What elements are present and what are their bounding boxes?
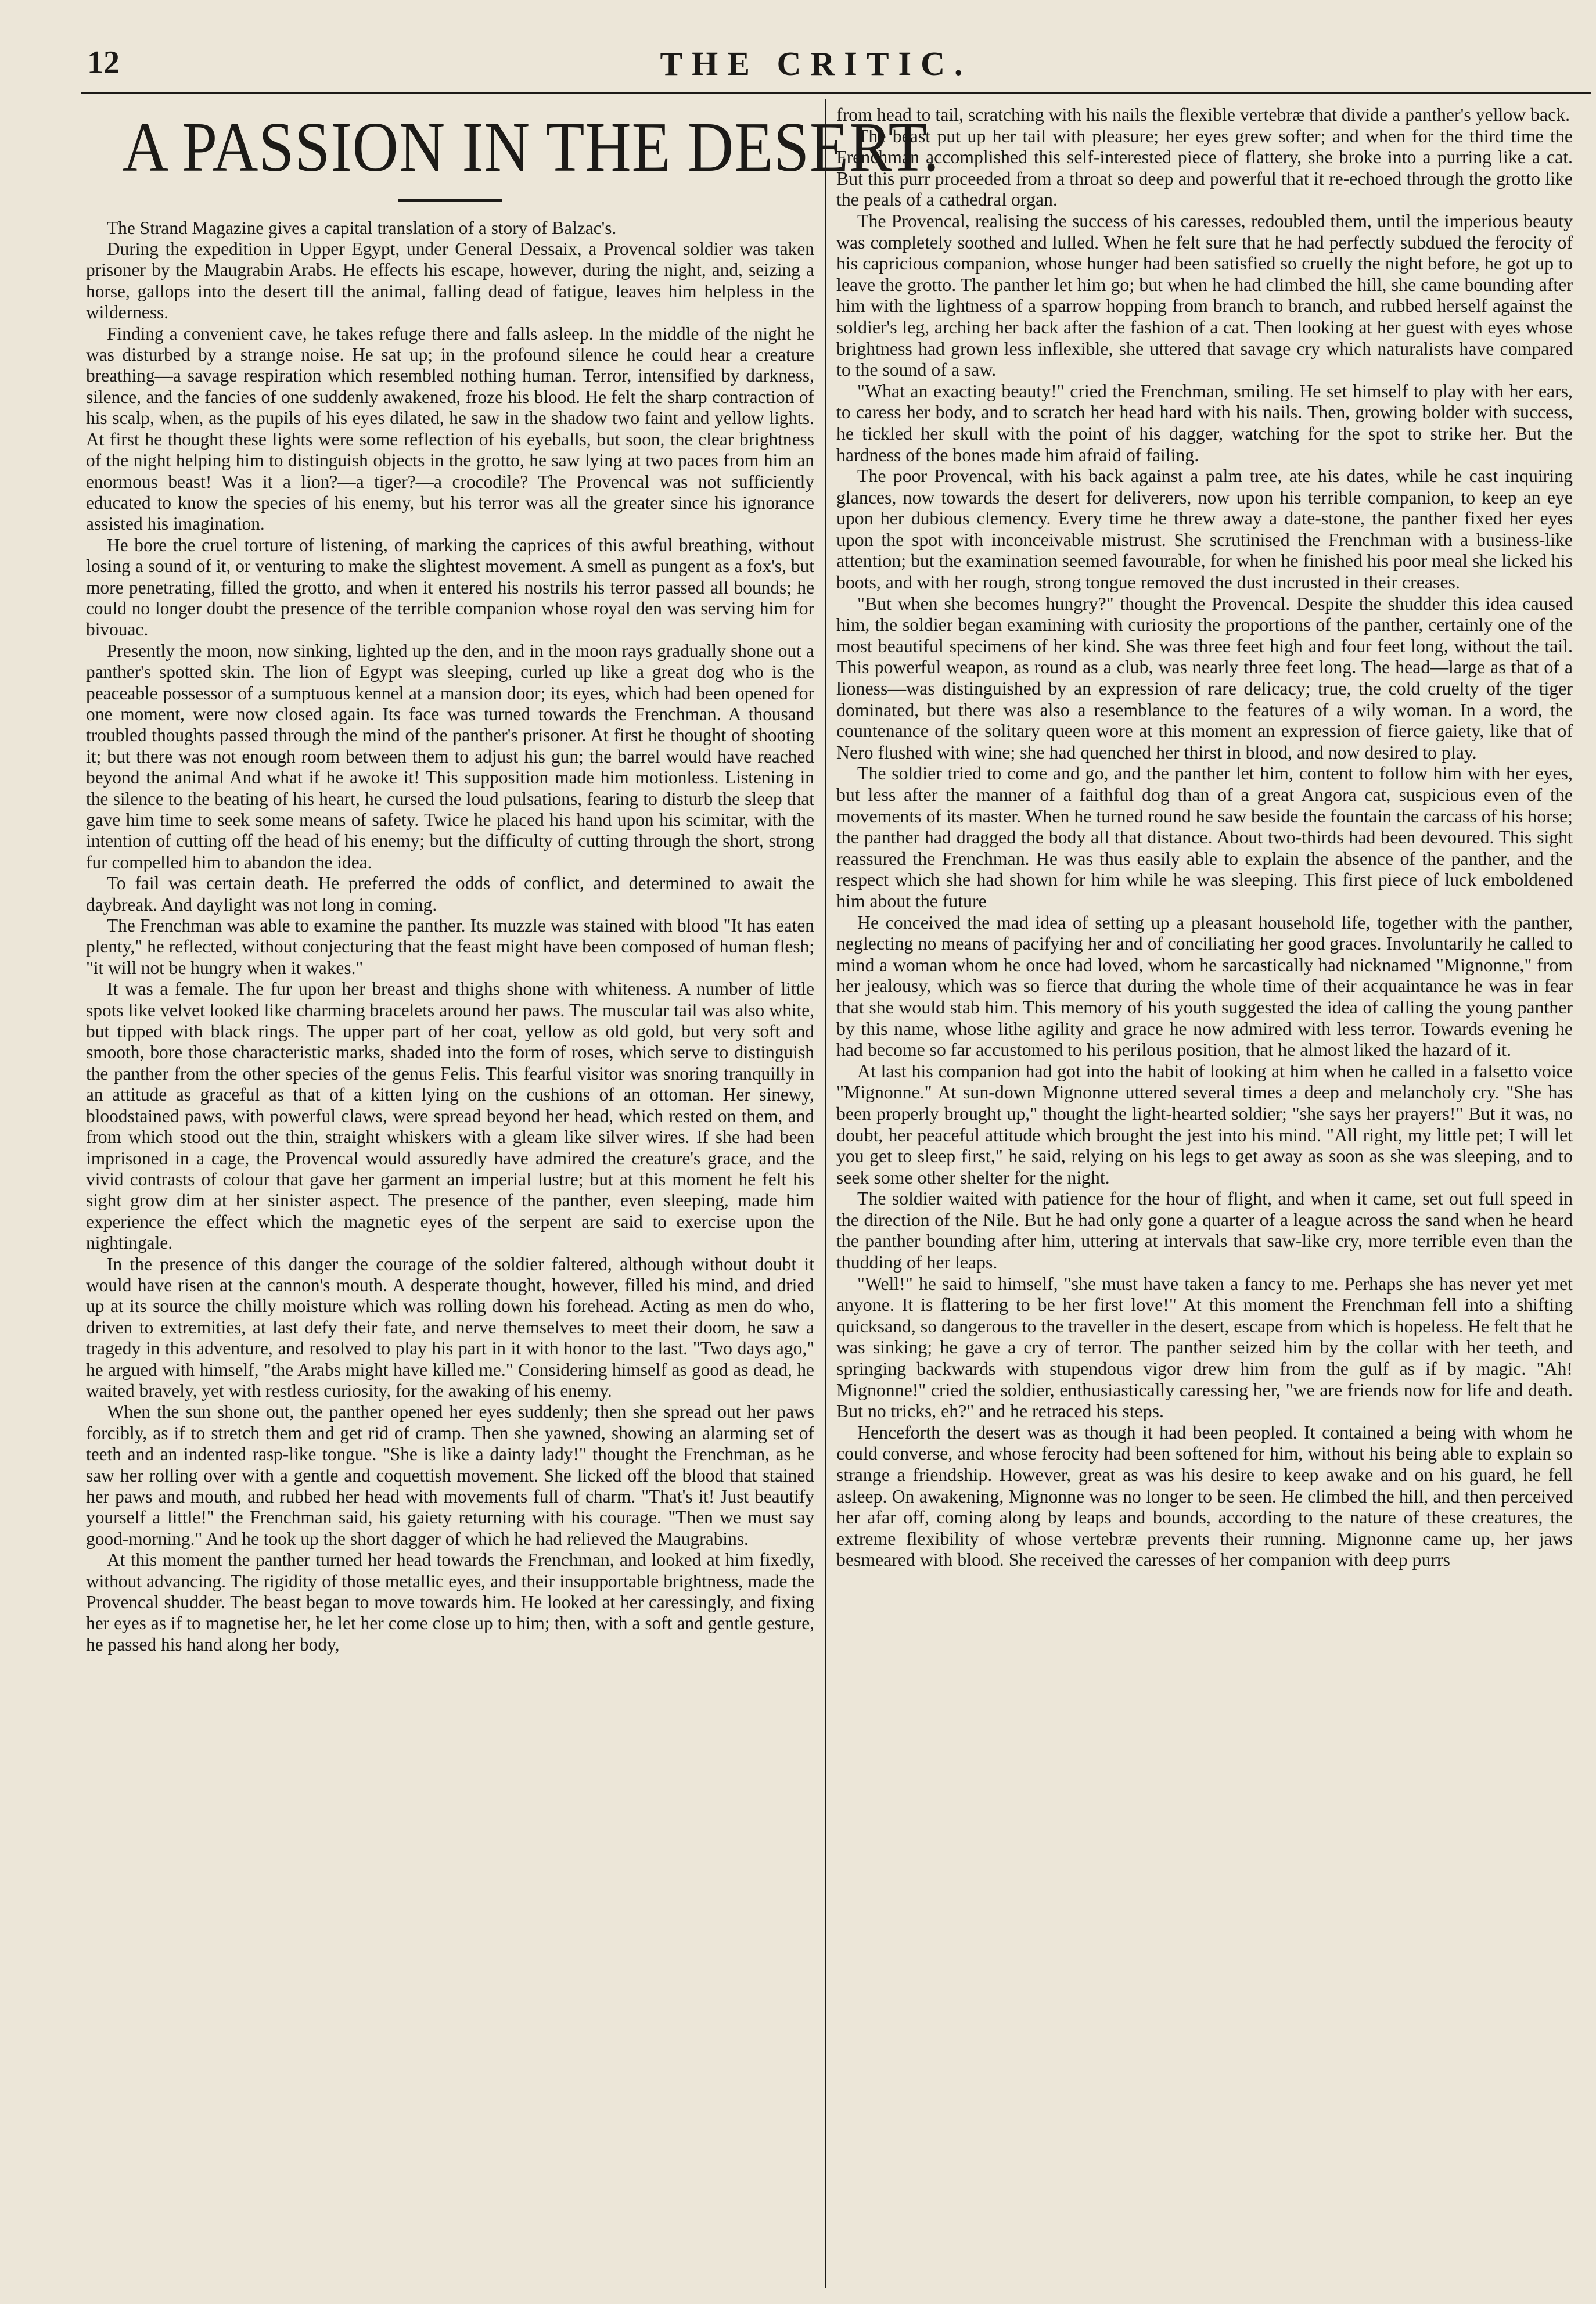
publication-masthead: THE CRITIC. <box>660 45 972 82</box>
page-header <box>58 44 1574 89</box>
article-paragraph: He conceived the mad idea of setting up a pleasant household life, together with the panther, neglecting no means of pacifying her and of conciliating her good graces. Involuntarily he called to mind a woman whom he once had loved, whom he sarcastically had nicknamed "Mignonne," from her jealousy, which was so fierce that during the whole time of their acquaintance he was in fear that she would stab him. This memory of his youth suggested the idea of calling the young panther by this name, whose lithe agility and grace he now admired with less terror. Towards evening he had become so far accustomed to his perilous position, that he almost liked the hazard of it. <box>836 912 1573 1061</box>
article-paragraph: When the sun shone out, the panther opened her eyes suddenly; then she spread out her paws forcibly, as if to stretch them and get rid of cramp. Then she yawned, showing an alarming set of teeth and an indented rasp-like tongue. "She is like a dainty lady!" thought the Frenchman, as he saw her rolling over with a gentle and coquettish movement. She licked off the blood that stained her paws and mouth, and rubbed her head with movements full of charm. "That's it! Just beautify yourself a little!" the Frenchman said, his gaiety returning with his courage. "Then we must say good-morning." And he took up the short dagger of which he had relieved the Maugrabins. <box>86 1401 814 1549</box>
article-paragraph: Presently the moon, now sinking, lighted up the den, and in the moon rays gradually shone out a panther's spotted skin. The lion of Egypt was sleeping, curled up like a great dog who is the peaceable possessor of a sumptuous kennel at a mansion door; its eyes, which had been opened for one moment, were now closed again. Its face was turned towards the Frenchman. A thousand troubled thoughts passed through the mind of the panther's prisoner. At first he thought of shooting it; but there was not enough room between them to adjust his gun; the barrel would have reached beyond the animal And what if he awoke it! This supposition made him motionless. Listening in the silence to the beating of his heart, he cursed the loud pulsations, fearing to disturb the sleep that gave him time to seek some means of safety. Twice he placed his hand upon his scimitar, with the intention of cutting off the head of his enemy; but the difficulty of cutting through the short, strong fur compelled him to abandon the idea. <box>86 640 814 872</box>
article-paragraph: To fail was certain death. He preferred the odds of conflict, and determined to await the daybreak. And daylight was not long in coming. <box>86 873 814 915</box>
article-paragraph: The soldier tried to come and go, and the panther let him, content to follow him with her eyes, but less after the manner of a faithful dog than of a great Angora cat, suspicious even of the movements of its master. When he turned round he saw beside the fountain the carcass of his horse; the panther had dragged the body all that distance. About two-thirds had been devoured. This sight reassured the Frenchman. He was thus easily able to explain the absence of the panther, and the respect which she had shown for him while he was sleeping. This first piece of luck emboldened him about the future <box>836 763 1573 911</box>
column-divider <box>825 99 826 2288</box>
article-paragraph: It was a female. The fur upon her breast and thighs shone with whiteness. A number of little spots like velvet looked like charming bracelets around her paws. The muscular tail was also white, but tipped with black rings. The upper part of her coat, yellow as old gold, but very soft and smooth, bore those characteristic marks, shaded into the form of roses, which serve to distinguish the panther from the other species of the genus Felis. This fearful visitor was snoring tranquilly in an attitude as graceful as that of a kitten lying on the cushions of an ottoman. Her sinewy, bloodstained paws, with powerful claws, were spread beyond her head, which rested on them, and from which stood out the thin, straight whiskers with a gleam like silver wires. If she had been imprisoned in a cage, the Provencal would assuredly have admired the creature's grace, and the vivid contrasts of colour that gave her garment an imperial lustre; but at this moment he felt his sight grow dim at her sinister aspect. The presence of the panther, even sleeping, made him experience the effect which the magnetic eyes of the serpent are said to exercise upon the nightingale. <box>86 979 814 1253</box>
page-number: 12 <box>87 45 120 81</box>
article-paragraph: During the expedition in Upper Egypt, under General Dessaix, a Provencal soldier was taken prisoner by the Maugrabin Arabs. He effects his escape, however, during the night, and, seizing a horse, gallops into the desert till the animal, falling dead of fatigue, leaves him helpless in the wilderness. <box>86 239 814 323</box>
article-column-left <box>86 105 940 2288</box>
article-paragraph: Henceforth the desert was as though it had been peopled. It contained a being with whom he could converse, and whose ferocity had been softened for him, without his being able to explain so strange a friendship. However, great as was his desire to keep awake and on his guard, he fell asleep. On awakening, Mignonne was no longer to be seen. He climbed the hill, and then perceived her afar off, coming along by leaps and bounds, according to the nature of these creatures, the extreme flexibility of whose vertebræ prevents their running. Mignonne came up, her jaws besmeared with blood. She received the caresses of her companion with deep purrs <box>836 1422 1573 1570</box>
article-paragraph: "What an exacting beauty!" cried the Frenchman, smiling. He set himself to play with her ears, to caress her body, and to scratch her head hard with his nails. Then, growing bolder with success, he tickled her skull with the point of his dagger, watching for the spot to strike her. But the hardness of the bones made him afraid of failing. <box>836 380 1573 465</box>
article-paragraph: At last his companion had got into the habit of looking at him when he called in a falsetto voice "Mignonne." At sun-down Mignonne uttered several times a deep and melancholy cry. "She has been properly brought up," thought the light-hearted soldier; "she says her prayers!" But it was, no doubt, her peaceful attitude which brought the jest into his mind. "All right, my little pet; I will let you get to sleep first," he said, relying on his legs to get away as soon as she was sleeping, and to seek some other shelter for the night. <box>836 1061 1573 1188</box>
article-paragraph: The beast put up her tail with pleasure; her eyes grew softer; and when for the third time the Frenchman accomplished this self-interested piece of flattery, she broke into a purring like a cat. But this purr proceeded from a throat so deep and powerful that it re-echoed through the grotto like the peals of a cathedral organ. <box>836 125 1573 210</box>
article-paragraph: The poor Provencal, with his back against a palm tree, ate his dates, while he cast inquiring glances, now towards the desert for deliverers, now upon his terrible companion, to keep an eye upon her dubious clemency. Every time he threw away a date-stone, the panther fixed her eyes upon the spot with inconceivable mistrust. She scrutinised the Frenchman with a business-like attention; but the examination seemed favourable, for when he finished his poor meal she licked his boots, and with her rough, strong tongue removed the dust incrusted in their creases. <box>836 466 1573 593</box>
title-rule <box>398 199 502 202</box>
article-paragraph: from head to tail, scratching with his nails the flexible vertebræ that divide a panther's yellow back. <box>836 105 1570 125</box>
article-paragraph: "But when she becomes hungry?" thought the Provencal. Despite the shudder this idea caused him, the soldier began examining with curiosity the proportions of the panther, certainly one of the most beautiful specimens of her kind. She was three feet high and four feet long, without the tail. This powerful weapon, as round as a club, was nearly three feet long. The head—large as that of a lioness—was distinguished by an expression of rare delicacy; true, the cold cruelty of the tiger dominated, but there was also a resemblance to the features of a wily woman. In a word, the countenance of the solitary queen wore at this moment an expression of fierce gaiety, like that of Nero flushed with wine; she had quenched her thirst in blood, and now desired to play. <box>836 593 1573 763</box>
article-paragraph: The Frenchman was able to examine the panther. Its muzzle was stained with blood "It has eaten plenty," he reflected, without conjecturing that the feast might have been composed of human flesh; "it will not be hungry when it wakes." <box>86 915 814 978</box>
article-paragraph: The soldier waited with patience for the hour of flight, and when it came, set out full speed in the direction of the Nile. But he had only gone a quarter of a league across the sand when he heard the panther bounding after him, uttering at intervals that saw-like cry, more terrible even than the thudding of her leaps. <box>836 1188 1573 1273</box>
article-paragraph: The Strand Magazine gives a capital translation of a story of Balzac's. <box>107 217 617 238</box>
article-paragraph: In the presence of this danger the courage of the soldier faltered, although without doubt it would have risen at the cannon's mouth. A desperate thought, however, filled his mind, and dried up at its source the chilly moisture which was rolling down his forehead. Acting as men do who, driven to extremities, at last defy their fate, and nerve themselves to meet their doom, he saw a tragedy in this adventure, and resolved to play his part in it with honor to the last. "Two days ago," he argued with himself, "the Arabs might have killed me." Considering himself as good as dead, he waited bravely, yet with restless curiosity, for the awaking of his enemy. <box>86 1253 814 1401</box>
article-paragraph: At this moment the panther turned her head towards the Frenchman, and looked at him fixedly, without advancing. The rigidity of those metallic eyes, and their insupportable brightness, made the Provencal shudder. The beast began to move towards him. He looked at her caressingly, and fixing her eyes as if to magnetise her, he let her come close up to him; then, with a soft and gentle gesture, he passed his hand along her body, <box>86 1550 814 1655</box>
article-title: A PASSION IN THE DESERT. <box>122 108 940 186</box>
article-paragraph: He bore the cruel torture of listening, of marking the caprices of this awful breathing, without losing a sound of it, or venturing to make the slightest movement. A smell as pungent as a fox's, but more penetrating, filled the grotto, and when it entered his nostrils his terror passed all bounds; he could no longer doubt the presence of the terrible companion whose royal den was serving him for bivouac. <box>86 534 814 640</box>
article-paragraph: "Well!" he said to himself, "she must have taken a fancy to me. Perhaps she has never yet met anyone. It is flattering to be her first love!" At this moment the Frenchman fell into a shifting quicksand, so dangerous to the traveller in the desert, escape from which is hopeless. He felt that he was sinking; he gave a cry of terror. The panther seized him by the collar with her teeth, and springing backwards with stupendous vigor drew him from the gulf as if by magic. "Ah! Mignonne!" cried the soldier, enthusiastically caressing her, "we are friends now for life and death. But no tricks, eh?" and he retraced his steps. <box>836 1273 1573 1422</box>
article-paragraph: Finding a convenient cave, he takes refuge there and falls asleep. In the middle of the night he was disturbed by a strange noise. He sat up; in the profound silence he could hear a creature breathing—a savage respiration which resembled nothing human. Terror, intensified by darkness, silence, and the fancies of one suddenly awakened, froze his blood. He felt the sharp contraction of his scalp, when, as the pupils of his eyes dilated, he saw in the shadow two faint and yellow lights. At first he thought these lights were some reflection of his eyeballs, but soon, the clear brightness of the night helping him to distinguish objects in the grotto, he saw lying at two paces from him an enormous beast! Was it a lion?—a tiger?—a crocodile? The Provencal was not sufficiently educated to know the species of his enemy, but his terror was all the greater since his ignorance assisted his imagination. <box>86 323 814 534</box>
header-rule <box>81 92 1591 94</box>
article-column-right <box>836 105 1573 2288</box>
article-paragraph: The Provencal, realising the success of his caresses, redoubled them, until the imperious beauty was completely soothed and lulled. When he felt sure that he had perfectly subdued the ferocity of his capricious companion, whose hunger had been satisfied so cruelly the night before, he got up to leave the grotto. The panther let him go; but when he had climbed the hill, she came bounding after him with the lightness of a sparrow hopping from branch to branch, and rubbed herself against the soldier's leg, arching her back after the fashion of a cat. Then looking at her guest with eyes whose brightness had grown less inflexible, she uttered that savage cry which naturalists have compared to the sound of a saw. <box>836 210 1573 380</box>
